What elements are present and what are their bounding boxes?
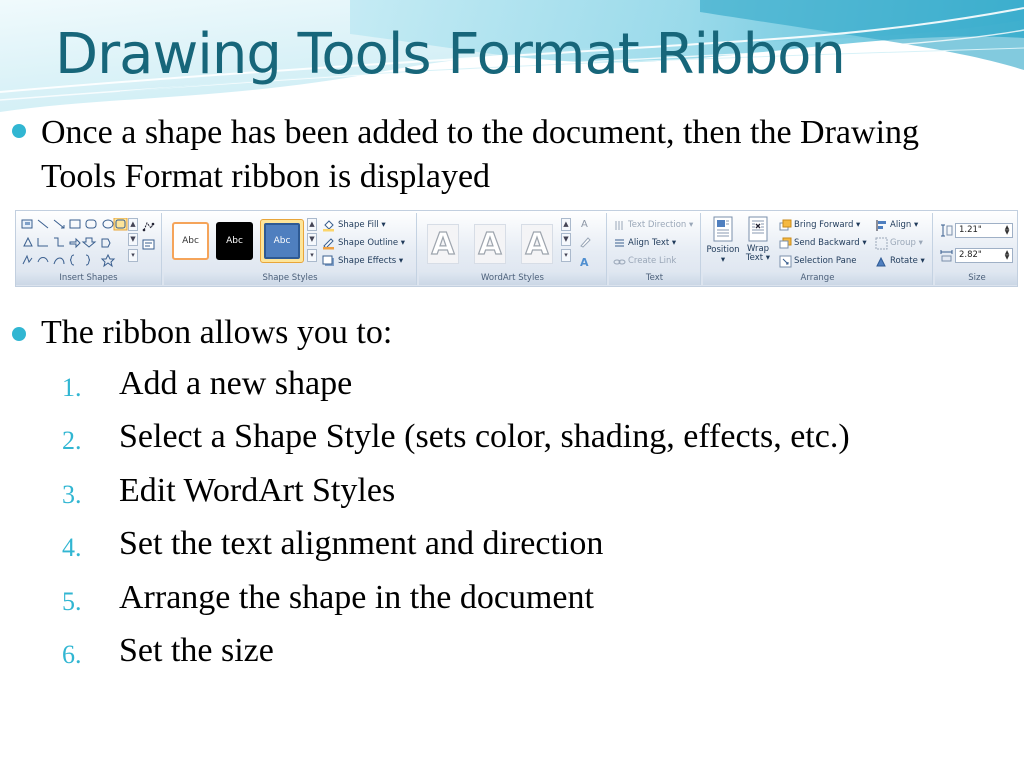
slide-title: Drawing Tools Format Ribbon (55, 22, 845, 87)
shape-height-input[interactable]: 1.21" ▲ ▼ (955, 223, 1013, 238)
styles-more-button[interactable]: ▾ (307, 249, 317, 262)
align-button[interactable]: Align ▾ (890, 220, 919, 230)
intro-paragraph: Once a shape has been added to the document, then the Drawing Tools Format ribbon is displayed (41, 114, 920, 195)
shapes-more-button[interactable]: ▾ (128, 249, 138, 262)
list-item: Arrange the shape in the document (119, 579, 594, 616)
align-icon (875, 219, 888, 232)
wordart-more-button[interactable]: ▾ (561, 249, 571, 262)
text-fill-icon[interactable] (579, 217, 592, 230)
svg-text:A: A (581, 219, 588, 230)
shape-outline-button[interactable]: Shape Outline ▾ (338, 238, 406, 248)
width-spinner[interactable]: ▲ ▼ (1004, 249, 1010, 261)
position-icon (712, 216, 734, 242)
styles-scroll-down-button[interactable]: ▼ (307, 233, 317, 246)
arrange-group (703, 213, 933, 285)
create-link-icon (613, 255, 626, 268)
shape-effects-icon (322, 255, 335, 268)
shape-fill-icon (322, 219, 335, 232)
styles-scroll-up-button[interactable]: ▲ (307, 218, 317, 231)
shape-styles-group (164, 213, 417, 285)
shape-style-option-orange[interactable]: Abc (172, 222, 209, 260)
wordart-styles-group (419, 213, 607, 285)
list-number: 1. (62, 373, 82, 402)
height-icon (940, 224, 953, 237)
shapes-scroll-up-button[interactable]: ▲ (128, 218, 138, 231)
list-number: 5. (62, 587, 82, 616)
align-text-icon (613, 237, 626, 250)
list-number: 4. (62, 533, 82, 562)
ribbon-lead-text: The ribbon allows you to: (41, 314, 393, 351)
text-group-label: Text (609, 272, 700, 285)
width-icon (940, 249, 953, 262)
list-number: 2. (62, 426, 82, 455)
list-number: 3. (62, 480, 82, 509)
position-button[interactable]: Position ▾ (705, 216, 741, 272)
group-button[interactable]: Group ▾ (890, 238, 923, 248)
shape-styles-label: Shape Styles (164, 272, 416, 285)
list-number: 6. (62, 640, 82, 669)
size-group (935, 213, 1018, 285)
text-outline-icon[interactable] (579, 236, 592, 249)
wordart-scroll-up-button[interactable]: ▲ (561, 218, 571, 231)
shape-effects-button[interactable]: Shape Effects ▾ (338, 256, 404, 266)
shape-style-option-black[interactable]: Abc (216, 222, 253, 260)
wordart-style-option[interactable]: A (427, 224, 459, 264)
selection-pane-icon (779, 255, 792, 268)
shape-outline-icon (322, 237, 335, 250)
list-item: Set the size (119, 632, 274, 669)
list-item: Add a new shape (119, 365, 353, 402)
shape-width-input[interactable]: 2.82" ▲ ▼ (955, 248, 1013, 263)
shape-fill-button[interactable]: Shape Fill ▾ (338, 220, 386, 230)
shape-style-option-selected[interactable]: Abc (260, 219, 304, 263)
align-text-button[interactable]: Align Text ▾ (628, 238, 677, 248)
height-spinner[interactable]: ▲ ▼ (1004, 224, 1010, 236)
text-direction-button[interactable]: Text Direction ▾ (628, 220, 694, 230)
wrap-text-button[interactable]: Wrap Text ▾ (743, 216, 773, 272)
shapes-gallery-icon[interactable] (20, 218, 128, 270)
list-item: Set the text alignment and direction (119, 525, 604, 562)
size-label: Size (935, 272, 1018, 285)
bullet-icon (12, 327, 26, 341)
wordart-scroll-down-button[interactable]: ▼ (561, 233, 571, 246)
group-icon (875, 237, 888, 250)
list-item: Edit WordArt Styles (119, 472, 396, 509)
bullet-icon (12, 124, 26, 138)
text-effects-icon[interactable] (579, 255, 592, 268)
drawing-tools-format-ribbon (15, 210, 1018, 287)
bring-forward-button[interactable]: Bring Forward ▾ (794, 220, 861, 230)
wrap-text-icon (747, 216, 769, 242)
arrange-label: Arrange (703, 272, 932, 285)
send-backward-button[interactable]: Send Backward ▾ (794, 238, 867, 248)
bring-forward-icon (779, 219, 792, 232)
list-item: Select a Shape Style (sets color, shading, effects, etc.) (119, 418, 850, 455)
text-box-icon[interactable] (142, 238, 155, 251)
create-link-button[interactable]: Create Link (628, 256, 677, 266)
text-group (609, 213, 701, 285)
shapes-scroll-down-button[interactable]: ▼ (128, 233, 138, 246)
svg-text:A: A (580, 256, 589, 268)
rotate-button[interactable]: Rotate ▾ (890, 256, 925, 266)
wordart-style-option[interactable]: A (474, 224, 506, 264)
edit-shape-icon[interactable] (142, 220, 155, 233)
wordart-style-option[interactable]: A (521, 224, 553, 264)
selection-pane-button[interactable]: Selection Pane (794, 256, 857, 266)
text-direction-icon (613, 219, 626, 232)
insert-shapes-label: Insert Shapes (16, 272, 161, 285)
send-backward-icon (779, 237, 792, 250)
rotate-icon (875, 255, 888, 268)
wordart-styles-label: WordArt Styles (419, 272, 606, 285)
insert-shapes-group (16, 213, 162, 285)
